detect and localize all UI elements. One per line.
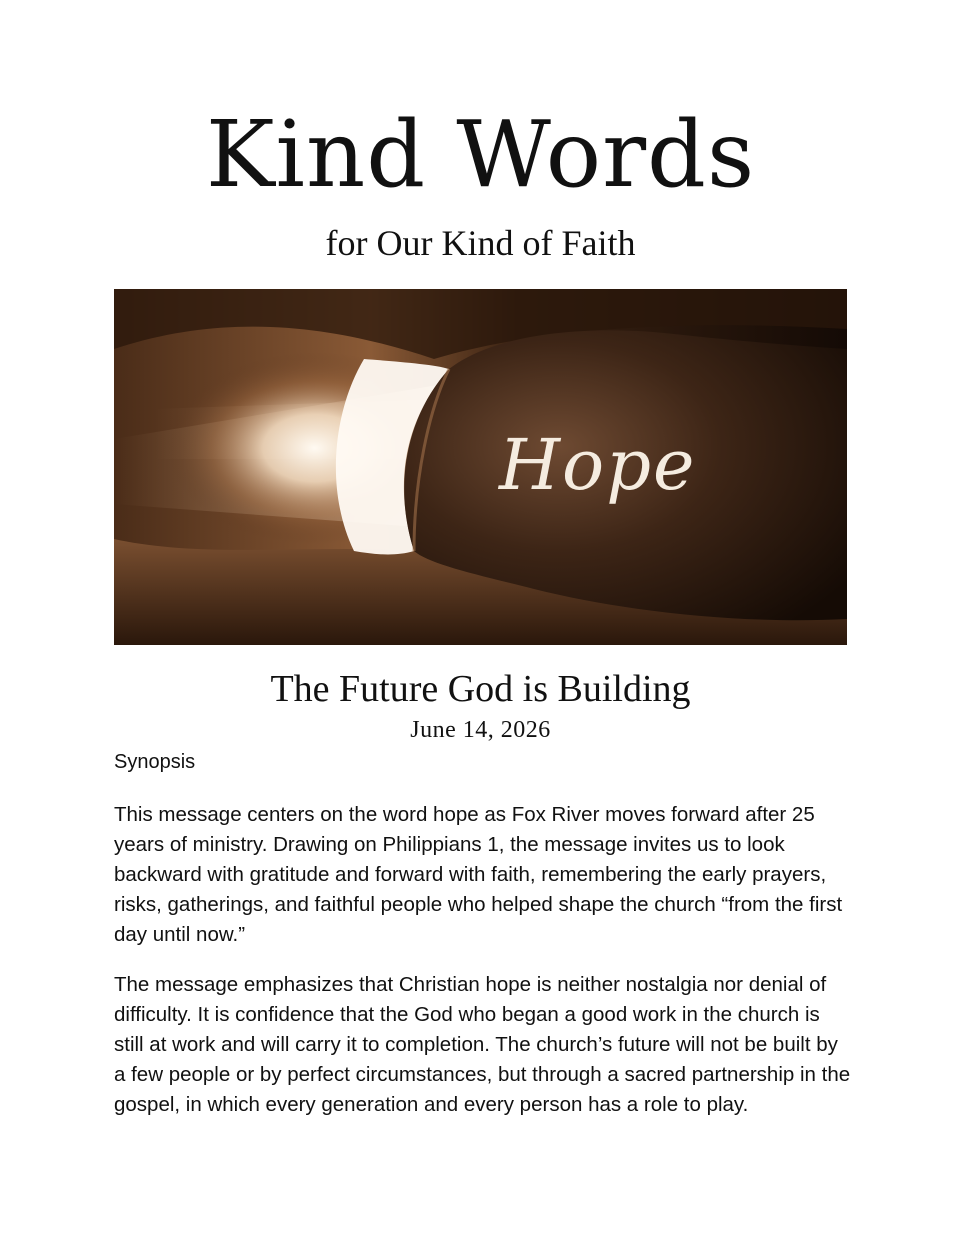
- masthead-tagline: for Our Kind of Faith: [325, 223, 636, 263]
- synopsis-paragraph-1: This message centers on the word hope as Fox River moves forward after 25 years of ministry. Drawing on Philippians 1, the message invites us to look backward with gratitude and forward with faith, remembering the early prayers, risks, gatherings, and faithful people who helped shape the church “from the first day until now.”: [114, 803, 843, 946]
- synopsis-paragraph-2: The message emphasizes that Christian hope is neither nostalgia nor denial of difficulty. It is confidence that the God who began a good work in the church is still at work and will carry it to completion. The church’s future will not be built by a few people or by perfect circumstances, but through a sacred partnership in the gospel, in which every generation and every person has a role to play.: [114, 973, 851, 1116]
- masthead-title: Kind Words: [205, 101, 756, 208]
- hope-script-text: Hope: [499, 424, 697, 506]
- sermon-date: June 14, 2026: [410, 717, 551, 743]
- hero-image: [114, 289, 847, 645]
- synopsis-label: Synopsis: [114, 751, 196, 773]
- sermon-title: The Future God is Building: [270, 668, 691, 710]
- empty-tomb-illustration: [114, 289, 847, 645]
